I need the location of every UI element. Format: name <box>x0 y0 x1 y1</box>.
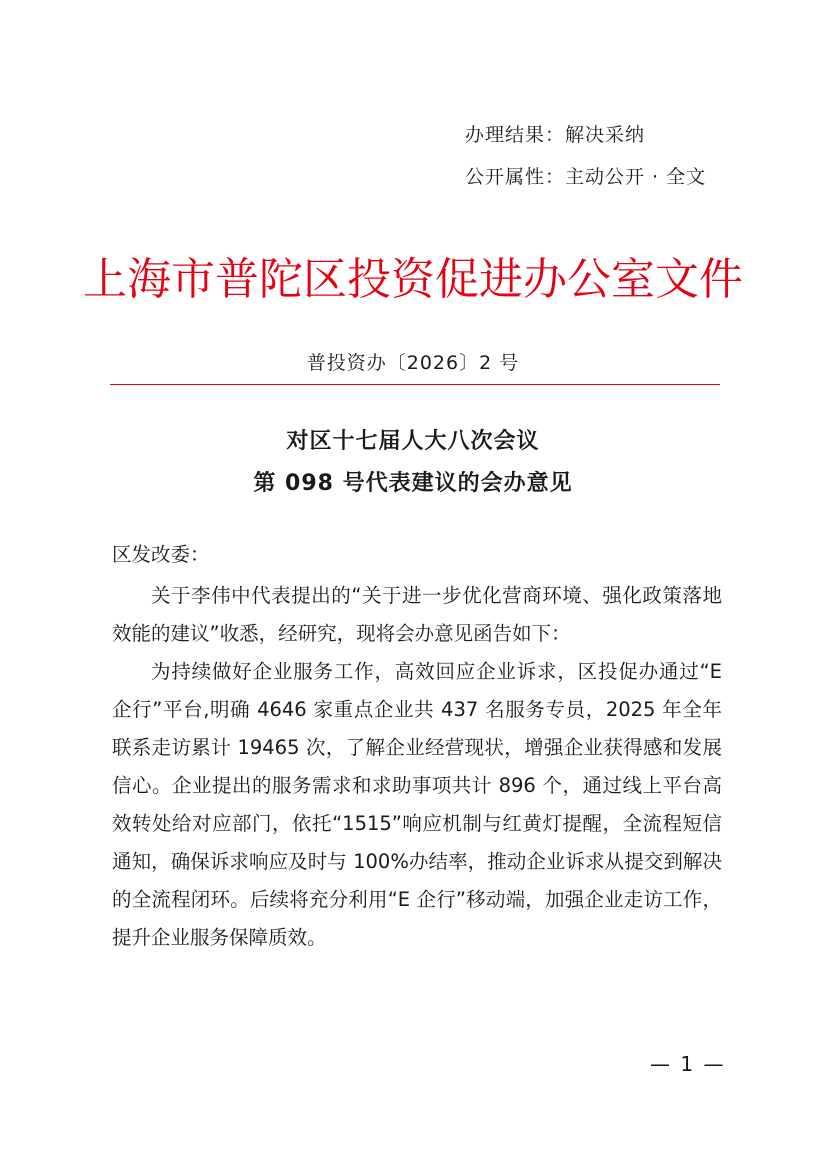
document-number: 普投资办〔2026〕2 号 <box>306 352 520 374</box>
red-divider-line <box>110 384 720 385</box>
document-title-line-2: 第 098 号代表建议的会办意见 <box>253 471 573 496</box>
salutation: 区发改委： <box>112 543 210 566</box>
document-issuer-header: 上海市普陀区投资促进办公室文件 <box>83 254 743 305</box>
page-number: — 1 — <box>650 1052 726 1076</box>
document-title-line-1: 对区十七届人大八次会议 <box>286 429 540 454</box>
disclosure-attribute: 公开属性：主动公开 · 全文 <box>465 166 707 188</box>
body-paragraph-1: 关于李伟中代表提出的“关于进一步优化营商环境、强化政策落地效能的建议”收悉，经研究，现将会办意见函告如下： <box>112 584 722 645</box>
body-paragraph-2: 为持续做好企业服务工作，高效回应企业诉求，区投促办通过“E 企行”平台,明确 4646 家重点企业共 437 名服务专员，2025 年全年联系走访累计 19465 次，了解企业经营现状，增强企业获得感和发展信心。企业提出的服务需求和求助事项共计 896 个，通过线上平台高效转处给对应部门，依托“1515”响应机制与红黄灯提醒，全流程短信通知，确保诉求响应及时与 100%办结率，推动企业诉求从提交到解决的全流程闭环。后续将充分利用“E 企行”移动端，加强企业走访工作，提升企业服务保障质效。 <box>112 660 722 949</box>
handling-result: 办理结果：解决采纳 <box>465 124 646 146</box>
